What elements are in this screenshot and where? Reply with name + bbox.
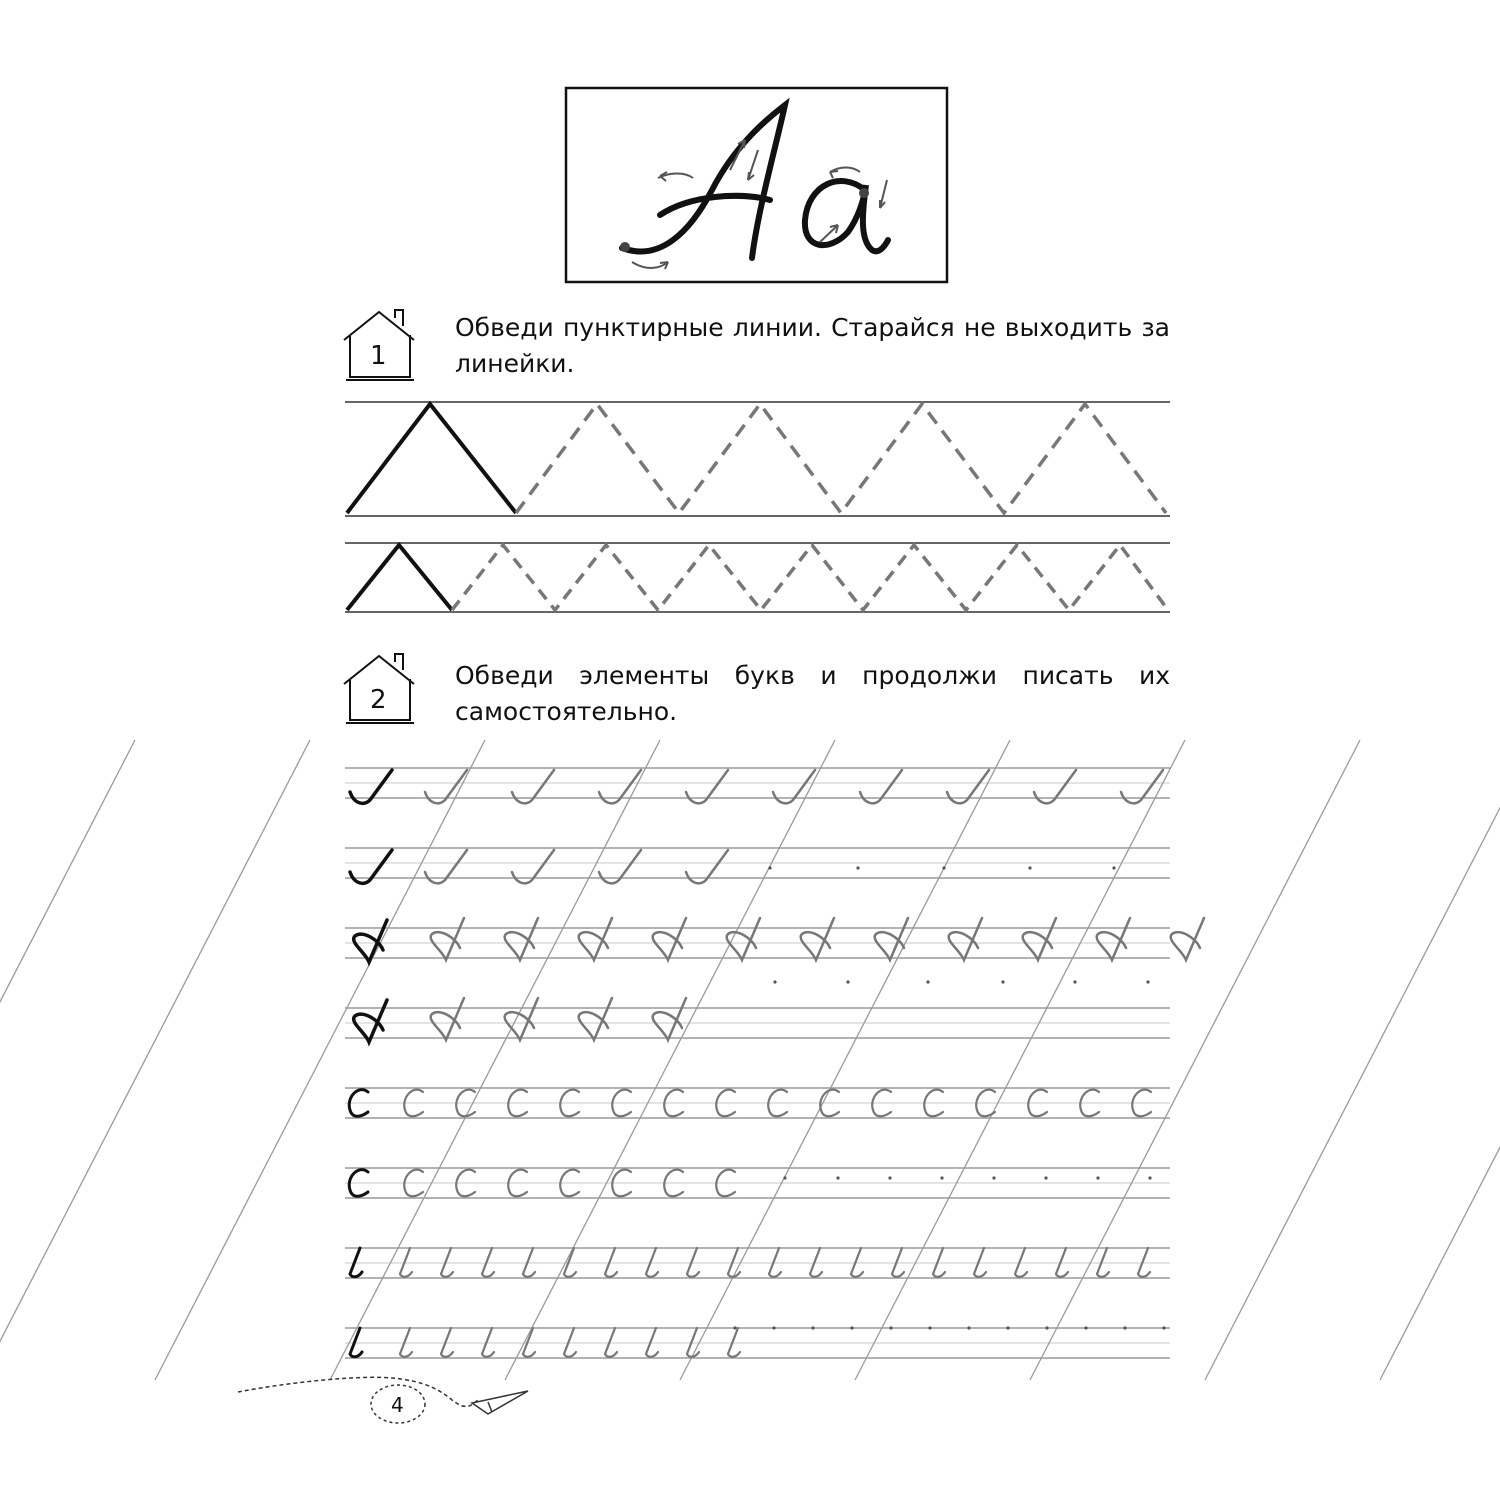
task-2-house-icon xyxy=(344,654,414,723)
dot-mark xyxy=(1073,980,1076,983)
dot-mark xyxy=(940,1176,943,1179)
loop-stroke xyxy=(1023,918,1056,960)
loop-stroke xyxy=(653,918,686,960)
dot-mark xyxy=(850,1326,853,1329)
l-stroke xyxy=(441,1248,453,1277)
slant-guide-line xyxy=(330,740,660,1380)
slant-guide-line xyxy=(855,740,1185,1380)
l-stroke xyxy=(441,1328,453,1357)
dot-mark xyxy=(733,1326,736,1329)
l-stroke xyxy=(1056,1248,1068,1277)
dot-mark xyxy=(773,980,776,983)
dot-mark xyxy=(1096,1176,1099,1179)
dot-mark xyxy=(942,866,945,869)
dot-mark xyxy=(846,980,849,983)
loop-stroke xyxy=(875,918,908,960)
cursive-small-a xyxy=(805,181,888,251)
loop-stroke xyxy=(354,1000,387,1042)
slant-guide-line xyxy=(1205,740,1500,1380)
dot-mark xyxy=(836,1176,839,1179)
loop-stroke xyxy=(431,998,464,1040)
dot-mark xyxy=(967,1326,970,1329)
dot-mark xyxy=(888,1176,891,1179)
l-stroke xyxy=(687,1248,699,1277)
dot-mark xyxy=(1001,980,1004,983)
dot-mark xyxy=(1162,1326,1165,1329)
task-2-instructions: Обведи элементы букв и продолжи писать их самостоятельно. xyxy=(455,661,1170,726)
slant-guide-line xyxy=(680,740,1010,1380)
dot-mark xyxy=(1123,1326,1126,1329)
loop-stroke xyxy=(801,918,834,960)
paper-plane-icon xyxy=(472,1391,528,1414)
slant-guide-line xyxy=(0,740,135,1380)
slant-guide-line xyxy=(1380,740,1500,1380)
slant-guide-line xyxy=(1030,740,1360,1380)
l-stroke xyxy=(605,1248,617,1277)
l-stroke xyxy=(482,1328,494,1357)
task-2-number: 2 xyxy=(370,685,387,715)
dot-mark xyxy=(1044,1176,1047,1179)
dot-mark xyxy=(1045,1326,1048,1329)
loop-stroke xyxy=(1171,918,1204,960)
letter-elements xyxy=(349,770,1204,1357)
l-stroke xyxy=(687,1328,699,1357)
l-stroke xyxy=(646,1248,658,1277)
dot-mark xyxy=(772,1326,775,1329)
loop-stroke xyxy=(579,998,612,1040)
l-stroke xyxy=(646,1328,658,1357)
l-stroke xyxy=(605,1328,617,1357)
l-stroke xyxy=(350,1248,362,1277)
loop-stroke xyxy=(579,918,612,960)
l-stroke xyxy=(350,1328,362,1357)
l-stroke xyxy=(892,1248,904,1277)
l-stroke xyxy=(1138,1248,1150,1277)
cursive-capital-a xyxy=(622,105,785,258)
dot-mark xyxy=(1146,980,1149,983)
page-number: 4 xyxy=(391,1393,404,1417)
dot-mark xyxy=(1112,866,1115,869)
dot-mark xyxy=(811,1326,814,1329)
dot-mark xyxy=(1028,866,1031,869)
dot-mark xyxy=(1006,1326,1009,1329)
task-1-zigzag-practice xyxy=(345,402,1170,612)
page-footer xyxy=(238,1377,528,1423)
dot-mark xyxy=(992,1176,995,1179)
slant-guide-line xyxy=(0,740,310,1380)
l-stroke xyxy=(933,1248,945,1277)
loop-stroke xyxy=(949,918,982,960)
slant-guide-line xyxy=(505,740,835,1380)
loop-stroke xyxy=(505,998,538,1040)
task-1-instructions: Обведи пунктирные линии. Старайся не выходить за линейки. xyxy=(455,313,1170,378)
l-stroke xyxy=(728,1248,740,1277)
dot-mark xyxy=(783,1176,786,1179)
copybook-grid xyxy=(0,740,1500,1380)
l-stroke xyxy=(810,1248,822,1277)
task-1-number: 1 xyxy=(370,341,387,371)
l-stroke xyxy=(400,1248,412,1277)
loop-stroke xyxy=(431,918,464,960)
l-stroke xyxy=(1097,1248,1109,1277)
task-1-house-icon xyxy=(344,310,414,380)
l-stroke xyxy=(523,1248,535,1277)
l-stroke xyxy=(851,1248,863,1277)
l-stroke xyxy=(1015,1248,1027,1277)
l-stroke xyxy=(564,1328,576,1357)
slant-guide-line xyxy=(155,740,485,1380)
letter-header-box xyxy=(566,88,947,282)
loop-stroke xyxy=(653,998,686,1040)
l-stroke xyxy=(400,1328,412,1357)
dot-mark xyxy=(928,1326,931,1329)
dot-mark xyxy=(856,866,859,869)
dot-mark xyxy=(1084,1326,1087,1329)
l-stroke xyxy=(482,1248,494,1277)
l-stroke xyxy=(974,1248,986,1277)
dot-mark xyxy=(926,980,929,983)
dot-mark xyxy=(768,866,771,869)
loop-stroke xyxy=(1097,918,1130,960)
dot-mark xyxy=(889,1326,892,1329)
dot-mark xyxy=(1148,1176,1151,1179)
l-stroke xyxy=(769,1248,781,1277)
l-stroke xyxy=(728,1328,740,1357)
loop-stroke xyxy=(505,918,538,960)
